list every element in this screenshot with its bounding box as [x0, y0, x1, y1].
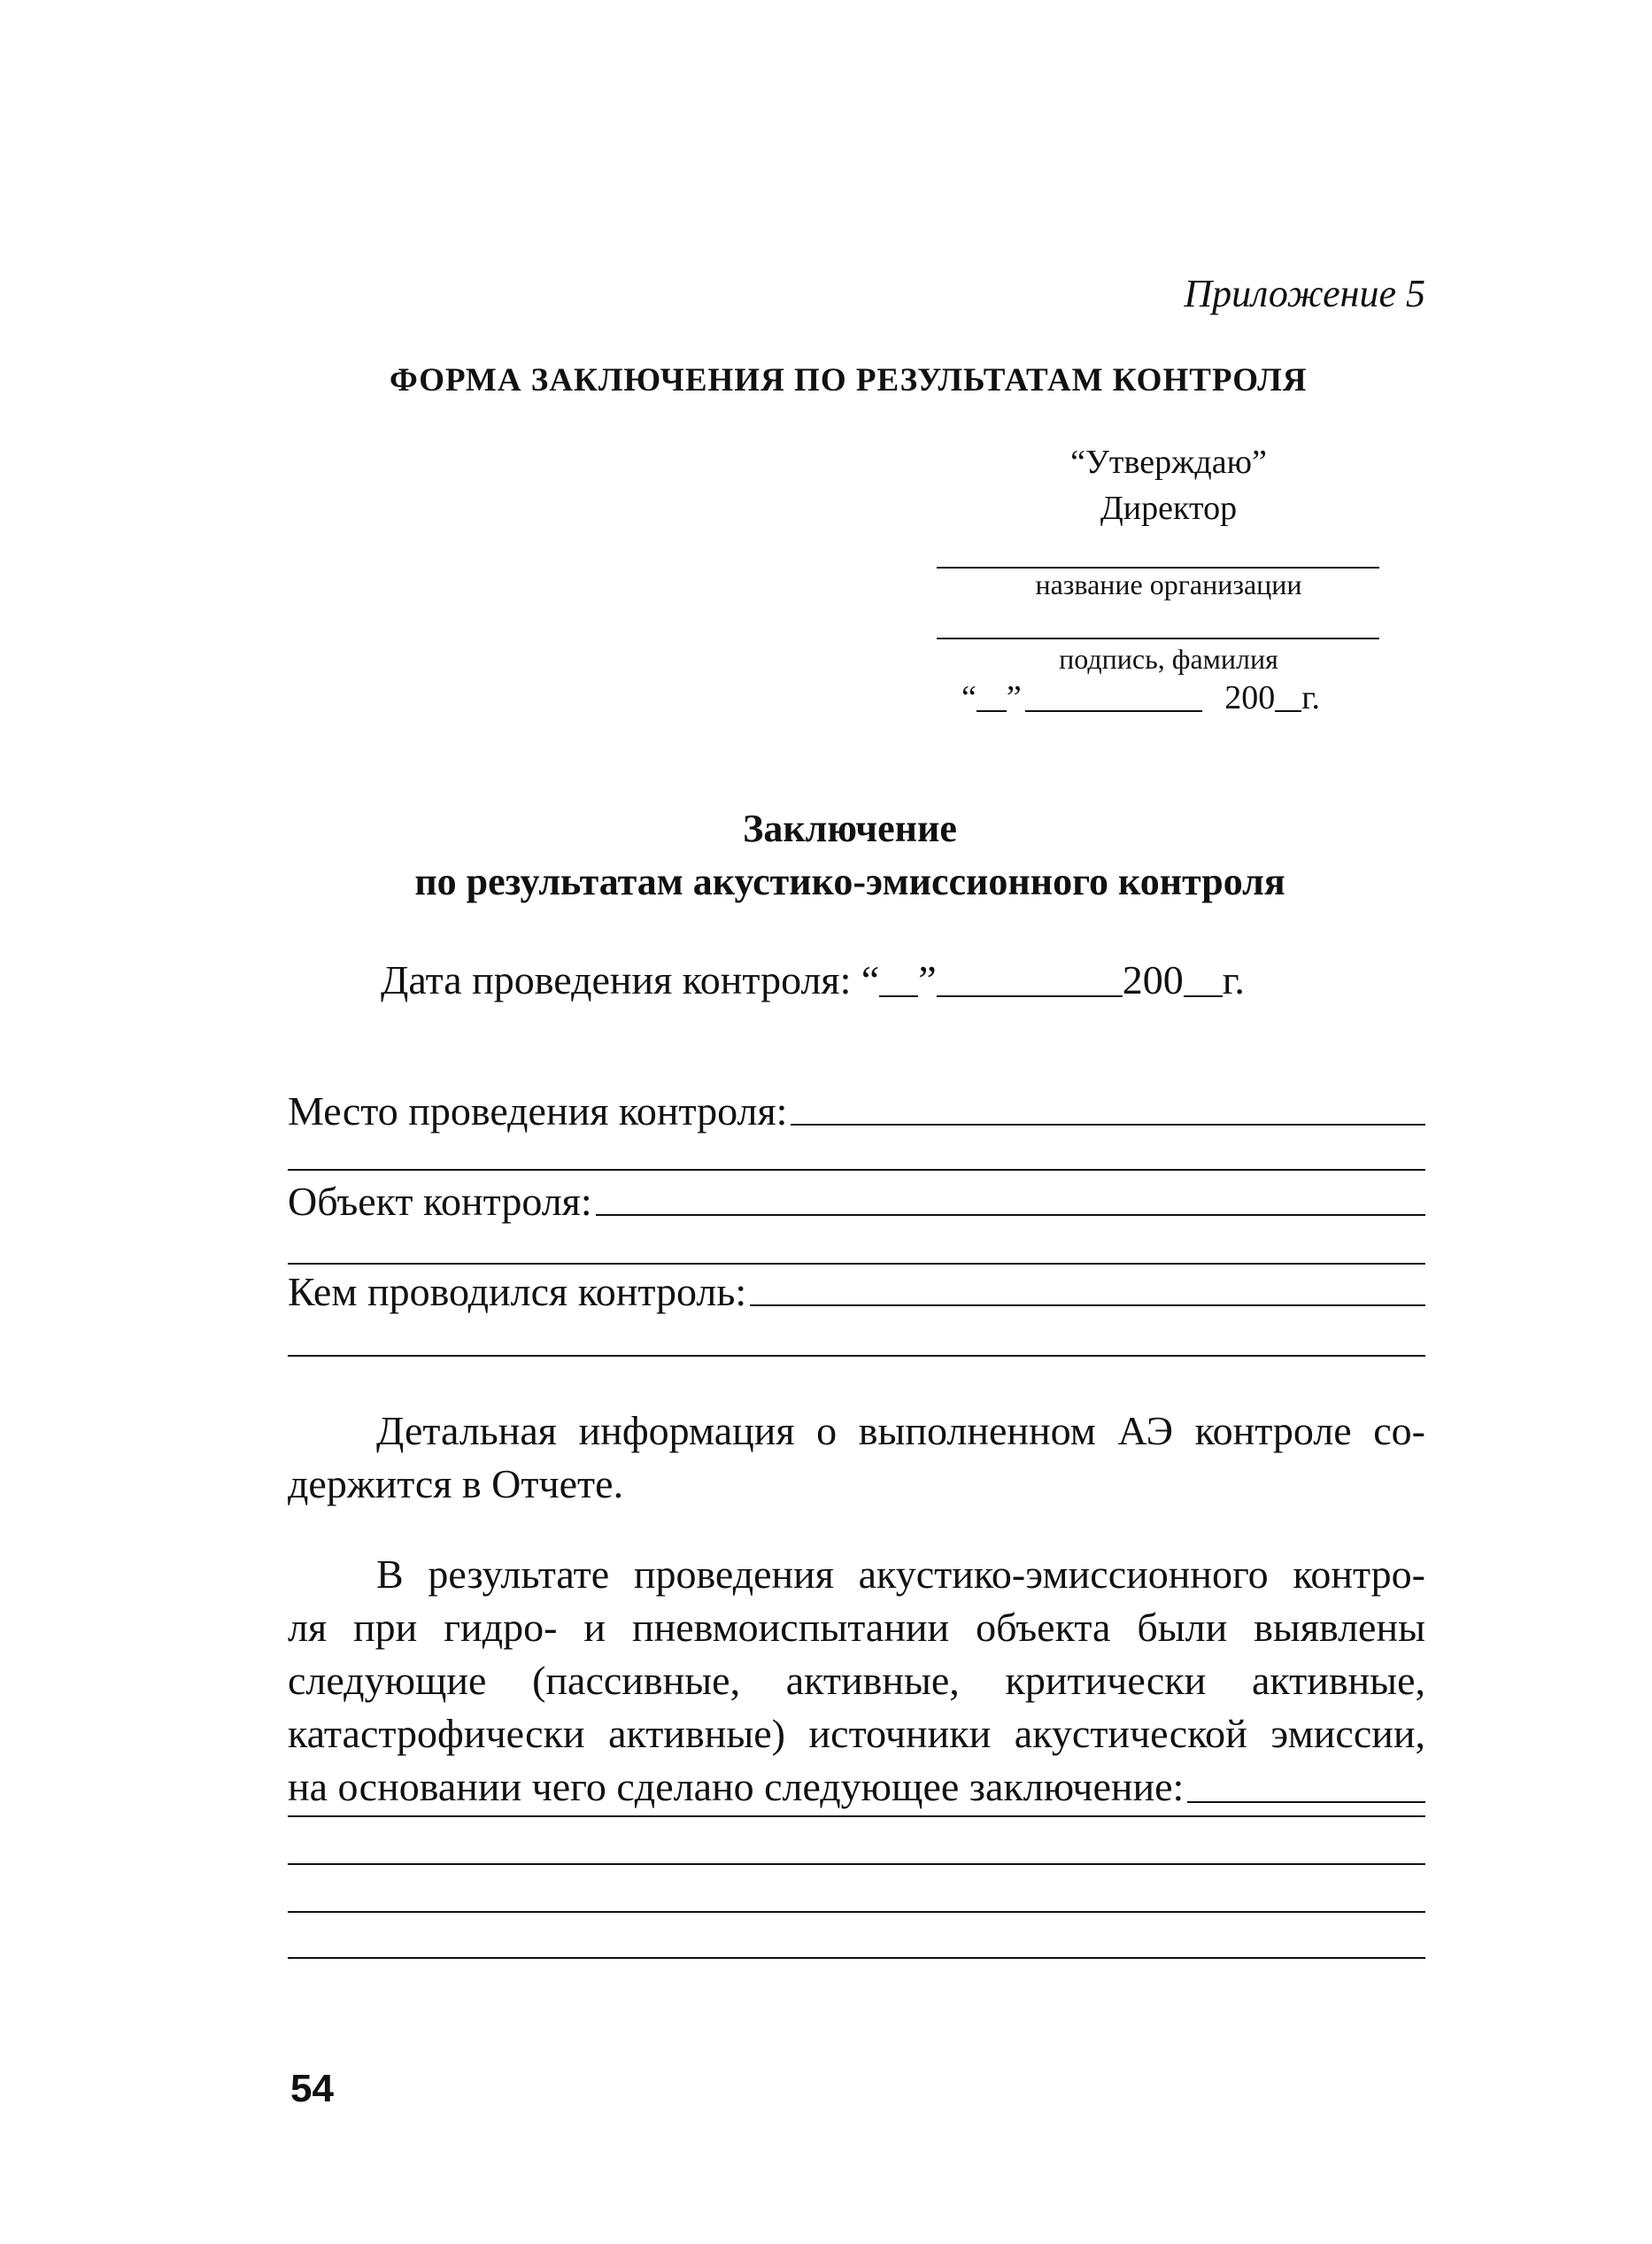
director-label: Директор: [1100, 490, 1238, 527]
control-month-blank[interactable]: [937, 955, 1123, 997]
place-extra-line[interactable]: [288, 1169, 1425, 1171]
control-date-close-quote: ”: [918, 957, 937, 1002]
conclusion-line-4[interactable]: [288, 1957, 1425, 1959]
results-line-5: на основании чего сделано следующее заключение:: [288, 1764, 1185, 1809]
control-day-blank[interactable]: [879, 955, 918, 997]
performer-extra-line[interactable]: [288, 1355, 1425, 1357]
control-year-suffix: г.: [1222, 957, 1245, 1002]
approval-year: 200: [1224, 679, 1276, 716]
performer-label: Кем проводился контроль:: [288, 1269, 747, 1314]
signature-line[interactable]: [937, 638, 1379, 639]
object-label: Объект контроля:: [288, 1179, 592, 1224]
object-field: [288, 1178, 1425, 1225]
object-input-line[interactable]: [596, 1214, 1425, 1216]
approval-year-suffix: г.: [1301, 679, 1321, 716]
control-year-blank[interactable]: [1184, 955, 1223, 997]
results-line-3: следующие (пассивные, активные, критически активные,: [288, 1658, 1425, 1703]
conclusion-input-line[interactable]: [1187, 1801, 1425, 1803]
place-field: [288, 1087, 1425, 1134]
conclusion-line-3[interactable]: [288, 1911, 1425, 1913]
conclusion-title: Заключение: [743, 807, 957, 850]
approve-label: “Утверждаю”: [1070, 444, 1267, 481]
approval-month-blank[interactable]: [1025, 677, 1202, 712]
results-paragraph: [288, 1548, 1425, 1814]
approval-date-close-quote: ”: [1006, 679, 1022, 716]
organization-caption: название организации: [1035, 569, 1302, 600]
page-number: 54: [290, 2067, 334, 2110]
results-line-2: ля при гидро- и пневмоиспытании объекта были выявлены: [288, 1605, 1425, 1650]
results-line-5-row: [288, 1760, 1425, 1814]
performer-field: [288, 1268, 1425, 1315]
approval-day-blank[interactable]: [977, 677, 1007, 712]
details-paragraph: [288, 1404, 1425, 1511]
control-date: [381, 955, 1245, 1003]
results-line-1: В результате проведения акустико-эмиссионного контро-: [376, 1551, 1425, 1597]
approval-date: [961, 677, 1320, 717]
conclusion-subtitle: по результатам акустико-эмиссионного контроля: [414, 860, 1285, 903]
conclusion-line-1[interactable]: [288, 1815, 1425, 1817]
control-year: 200: [1122, 957, 1184, 1002]
approval-year-blank[interactable]: [1275, 677, 1301, 712]
conclusion-line-2[interactable]: [288, 1863, 1425, 1865]
approval-date-open-quote: “: [961, 679, 977, 716]
signature-caption: подпись, фамилия: [1059, 643, 1278, 675]
details-line-2: держится в Отчете.: [288, 1461, 624, 1506]
place-label: Место проведения контроля:: [288, 1088, 788, 1134]
details-line-1: Детальная информация о выполненном АЭ контроле со-: [376, 1408, 1425, 1453]
control-date-label: Дата проведения контроля: “: [381, 957, 880, 1002]
appendix-label: Приложение 5: [1184, 272, 1425, 315]
performer-input-line[interactable]: [750, 1304, 1425, 1306]
form-title: ФОРМА ЗАКЛЮЧЕНИЯ ПО РЕЗУЛЬТАТАМ КОНТРОЛЯ: [390, 362, 1308, 399]
results-line-4: катастрофически активные) источники акустической эмиссии,: [288, 1711, 1425, 1756]
place-input-line[interactable]: [791, 1124, 1425, 1126]
object-extra-line[interactable]: [288, 1263, 1425, 1265]
